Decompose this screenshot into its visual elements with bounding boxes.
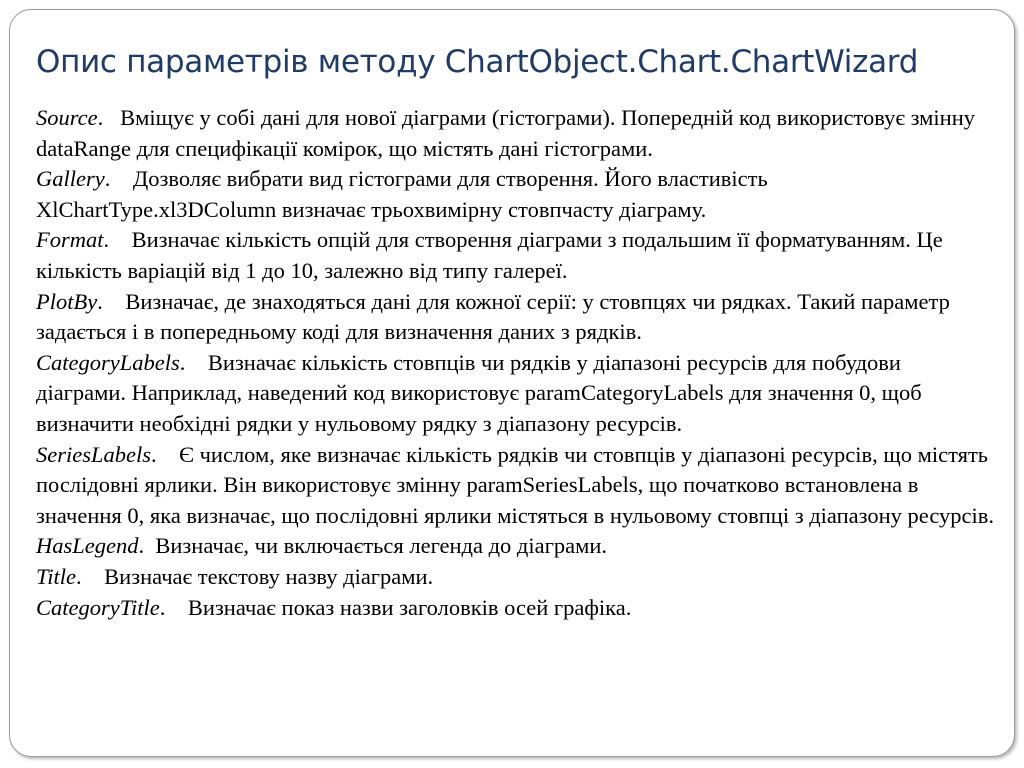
param-name: HasLegend bbox=[36, 533, 139, 559]
param-plotby bbox=[36, 287, 996, 348]
param-separator: . bbox=[97, 105, 121, 130]
param-name: Gallery bbox=[36, 166, 105, 192]
param-name: CategoryTitle bbox=[36, 594, 160, 620]
param-name: SeriesLabels bbox=[36, 441, 151, 467]
param-name: CategoryLabels bbox=[36, 349, 180, 375]
param-description: Визначає, чи включається легенда до діаграми. bbox=[155, 533, 607, 559]
slide-title: Опис параметрів методу ChartObject.Chart.ChartWizard bbox=[36, 44, 919, 80]
param-name: PlotBy bbox=[36, 288, 98, 314]
param-description: Визначає текстову назву діаграми. bbox=[104, 563, 434, 589]
param-description: Визначає, де знаходяться дані для кожної серії: у стовпцях чи рядках. Такий параметр задається і в попередньому коді для визначення даних з рядків. bbox=[36, 288, 950, 345]
param-description: Визначає показ назви заголовків осей графіка. bbox=[187, 594, 632, 620]
param-description: Визначає кількість стовпців чи рядків у діапазоні ресурсів для побудови діаграми. Наприклад, наведений код використовує paramCategoryLabels для значення 0, щоб визначити необхідні рядки у нульовому рядку з діапазону ресурсів. bbox=[36, 349, 922, 436]
param-description: Визначає кількість опцій для створення діаграми з подальшим її форматуванням. Це кількість варіацій від 1 до 10, залежно від типу галереї. bbox=[36, 227, 943, 283]
param-separator: . bbox=[151, 441, 180, 467]
param-categorylabels bbox=[36, 348, 996, 440]
param-title bbox=[36, 562, 996, 593]
param-serieslabels bbox=[36, 440, 996, 532]
param-description: Є числом, яке визначає кількість рядків чи стовпців у діапазоні ресурсів, що містять послідовні ярлики. Він використовує змінну paramSeriesLabels, що початково встановлена в значення 0, яка визначає, що послідовні ярлики містяться в нульовому стовпці з діапазону ресурсів. bbox=[36, 441, 995, 528]
param-description: Дозволяє вибрати вид гістограми для створення. Його властивість XlChartType.xl3DColumn визначає трьохвимірну стовпчасту діаграму. bbox=[36, 166, 768, 222]
param-format bbox=[36, 225, 996, 286]
param-name: Format bbox=[36, 227, 104, 253]
param-haslegend bbox=[36, 531, 996, 562]
param-name: Source bbox=[36, 105, 98, 130]
param-categorytitle bbox=[36, 593, 996, 624]
parameter-list bbox=[36, 103, 996, 623]
param-separator: . bbox=[138, 533, 156, 559]
param-separator: . bbox=[104, 166, 133, 192]
param-separator: . bbox=[159, 594, 188, 620]
param-description: Вміщує у собі дані для нової діаграми (гістограми). Попередній код використовує змінну dataRange для специфікації комірок, що містять дані гістограми. bbox=[36, 105, 976, 161]
param-separator: . bbox=[103, 227, 132, 253]
param-separator: . bbox=[179, 349, 208, 375]
param-gallery bbox=[36, 164, 996, 225]
param-separator: . bbox=[97, 288, 126, 314]
param-separator: . bbox=[76, 563, 105, 589]
param-name: Title bbox=[36, 563, 77, 589]
param-source bbox=[36, 103, 996, 164]
